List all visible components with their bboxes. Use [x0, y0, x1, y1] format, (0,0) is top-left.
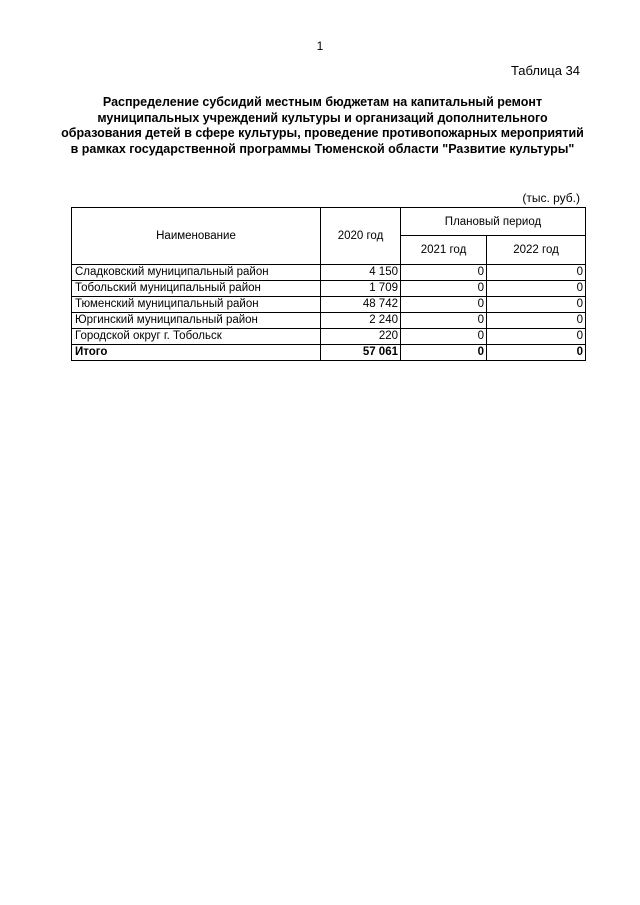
row-2020: 1 709 — [321, 281, 401, 297]
row-2021: 0 — [401, 329, 487, 345]
row-2021: 0 — [401, 313, 487, 329]
subsidy-table — [71, 207, 586, 361]
total-name: Итого — [72, 345, 321, 361]
header-name: Наименование — [72, 208, 321, 265]
row-2022: 0 — [487, 313, 586, 329]
document-title: Распределение субсидий местным бюджетам на капитальный ремонт муниципальных учреждений культуры и организаций дополнительного образования детей в сфере культуры, проведение противопожарных мероприятий в рамках государственной программы Тюменской области "Развитие культуры" — [61, 95, 584, 156]
table-row — [72, 281, 586, 297]
row-2022: 0 — [487, 329, 586, 345]
row-2021: 0 — [401, 281, 487, 297]
row-2022: 0 — [487, 265, 586, 281]
total-2020: 57 061 — [321, 345, 401, 361]
table-row — [72, 329, 586, 345]
total-2022: 0 — [487, 345, 586, 361]
row-2020: 220 — [321, 329, 401, 345]
header-2022: 2022 год — [487, 236, 586, 265]
row-name: Тюменский муниципальный район — [72, 297, 321, 313]
row-name: Городской округ г. Тобольск — [72, 329, 321, 345]
table-row — [72, 313, 586, 329]
header-2020: 2020 год — [321, 208, 401, 265]
total-row — [72, 345, 586, 361]
table-row — [72, 265, 586, 281]
row-2020: 4 150 — [321, 265, 401, 281]
row-2021: 0 — [401, 265, 487, 281]
row-2020: 48 742 — [321, 297, 401, 313]
row-name: Юргинский муниципальный район — [72, 313, 321, 329]
row-2022: 0 — [487, 297, 586, 313]
total-2021: 0 — [401, 345, 487, 361]
row-2020: 2 240 — [321, 313, 401, 329]
table-row — [72, 297, 586, 313]
row-2022: 0 — [487, 281, 586, 297]
row-name: Сладковский муниципальный район — [72, 265, 321, 281]
header-planned-period: Плановый период — [401, 208, 586, 236]
page-number: 1 — [316, 39, 324, 53]
table-label: Таблица 34 — [510, 63, 580, 78]
header-2021: 2021 год — [401, 236, 487, 265]
row-name: Тобольский муниципальный район — [72, 281, 321, 297]
units-label: (тыс. руб.) — [522, 191, 580, 205]
row-2021: 0 — [401, 297, 487, 313]
